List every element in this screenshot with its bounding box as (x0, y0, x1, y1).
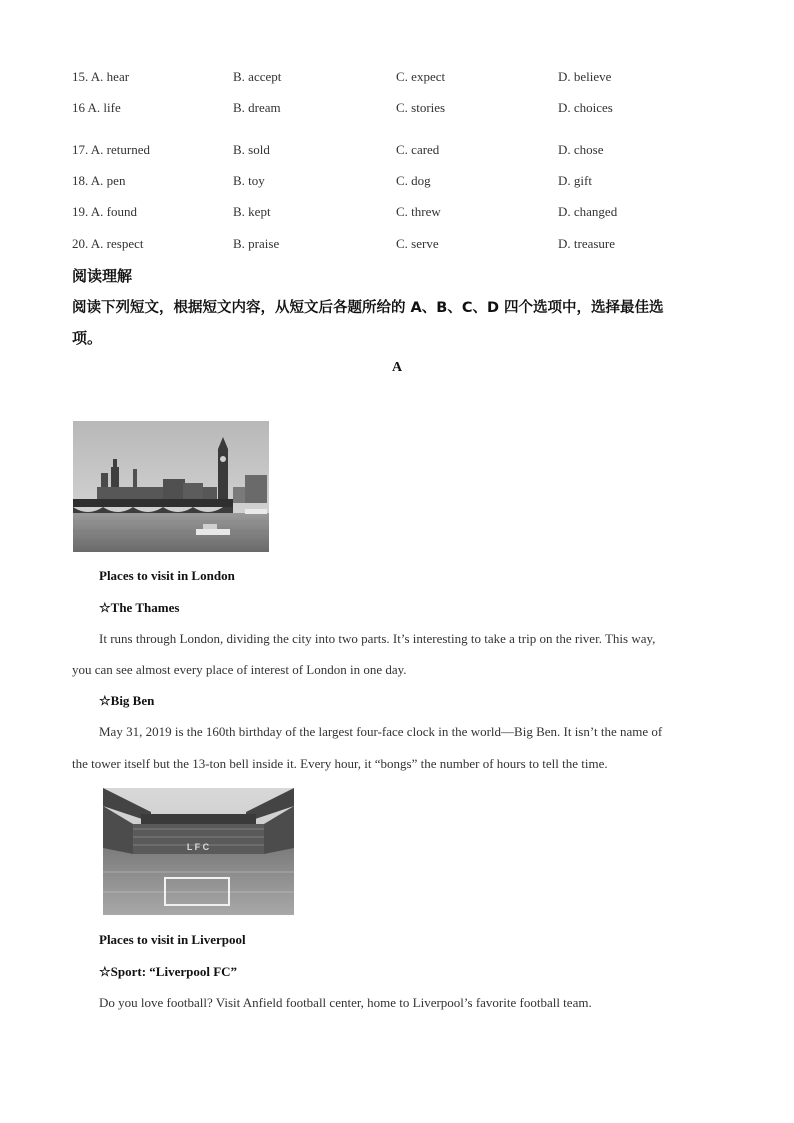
option-20-b: B. praise (233, 236, 280, 251)
thames-line-1: It runs through London, dividing the city into two parts. It’s interesting to take a trip on the river. This way, (99, 631, 656, 646)
option-19-b: B. kept (233, 204, 271, 219)
parliament-image (73, 421, 269, 552)
anfield-stadium-photo (103, 788, 294, 915)
liverpool-title: Places to visit in Liverpool (99, 932, 246, 947)
london-title: Places to visit in London (99, 568, 235, 583)
option-20-d: D. treasure (558, 236, 616, 251)
option-17-b: B. sold (233, 142, 270, 157)
thames-title: ☆The Thames (99, 600, 180, 615)
section-heading: 阅读理解 (72, 267, 133, 285)
stadium-image (103, 788, 294, 915)
option-17-d: D. chose (558, 142, 604, 157)
london-thames-photo (73, 421, 269, 552)
option-18-c: C. dog (396, 173, 431, 188)
sport-title: ☆Sport: “Liverpool FC” (99, 964, 238, 979)
option-15-b: B. accept (233, 69, 282, 84)
option-15-a: 15. A. hear (72, 69, 130, 84)
sport-line-1: Do you love football? Visit Anfield football center, home to Liverpool’s favorite football team. (99, 995, 592, 1010)
option-15-d: D. believe (558, 69, 612, 84)
option-18-a: 18. A. pen (72, 173, 126, 188)
option-20-a: 20. A. respect (72, 236, 144, 251)
thames-line-2: you can see almost every place of interest of London in one day. (72, 662, 407, 677)
option-16-d: D. choices (558, 100, 613, 115)
option-19-d: D. changed (558, 204, 618, 219)
option-16-a: 16 A. life (72, 100, 121, 115)
instruction-line-1: 阅读下列短文，根据短文内容，从短文后各题所给的 A、B、C、D 四个选项中，选择最佳选 (72, 300, 664, 316)
option-15-c: C. expect (396, 69, 446, 84)
option-19-c: C. threw (396, 204, 441, 219)
instruction-line-2: 项。 (72, 329, 103, 347)
option-19-a: 19. A. found (72, 204, 137, 219)
option-16-b: B. dream (233, 100, 281, 115)
option-16-c: C. stories (396, 100, 446, 115)
option-20-c: C. serve (396, 236, 439, 251)
option-17-c: C. cared (396, 142, 440, 157)
bigben-title: ☆Big Ben (99, 693, 155, 708)
lfc-stand-letters: L F C (186, 842, 210, 852)
bigben-line-2: the tower itself but the 13-ton bell inside it. Every hour, it “bongs” the number of hours to tell the time. (72, 756, 608, 771)
bigben-line-1: May 31, 2019 is the 160th birthday of the largest four-face clock in the world—Big Ben. It isn’t the name of (99, 724, 663, 739)
passage-label: A (391, 360, 403, 375)
option-18-b: B. toy (233, 173, 265, 188)
option-17-a: 17. A. returned (72, 142, 150, 157)
option-18-d: D. gift (558, 173, 592, 188)
